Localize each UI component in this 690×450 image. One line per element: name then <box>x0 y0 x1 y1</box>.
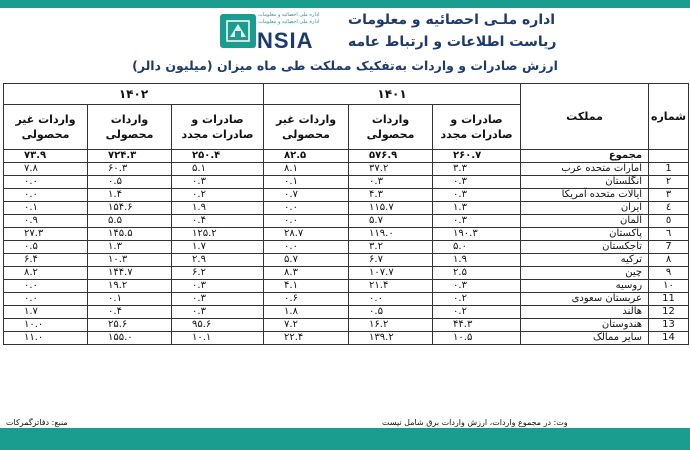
header-year-1401: ۱۴۰۱ <box>264 84 521 105</box>
row-1401-imports-nonproduct: ۵.۷ <box>264 254 349 267</box>
row-country: تاجکستان <box>521 241 649 254</box>
row-1401-imports-nonproduct: ۱.۸ <box>264 306 349 319</box>
row-country: عربستان سعودی <box>521 293 649 306</box>
row-1401-imports-product: ۱۶.۲ <box>349 319 433 332</box>
row-1402-imports-nonproduct: ۰.۰ <box>4 176 88 189</box>
header-number: شماره <box>649 84 689 150</box>
logo-caption-1: اداره ملی احصائیه و معلومات <box>258 12 320 18</box>
row-1402-exports: ۰.۳ <box>172 293 264 306</box>
total-1402-exports: ۲۵۰.۴ <box>172 150 264 163</box>
trade-table <box>3 83 689 345</box>
row-1402-exports: ۰.۲ <box>172 189 264 202</box>
row-1401-imports-nonproduct: ۲۸.۷ <box>264 228 349 241</box>
row-1402-imports-nonproduct: ۸.۲ <box>4 267 88 280</box>
header-1402-exports: صادرات و صادرات مجدد <box>172 105 264 150</box>
row-country: چین <box>521 267 649 280</box>
total-row <box>4 150 689 163</box>
table-row <box>4 176 689 189</box>
row-country: هالند <box>521 306 649 319</box>
row-1401-imports-nonproduct: ۰.۷ <box>264 189 349 202</box>
table-row <box>4 319 689 332</box>
top-accent-bar <box>0 0 690 8</box>
row-1401-imports-product: ۳.۲ <box>349 241 433 254</box>
row-1402-exports: ۰.۴ <box>172 215 264 228</box>
table-row <box>4 280 689 293</box>
row-1401-imports-nonproduct: ۰.۶ <box>264 293 349 306</box>
row-1401-exports: ۰.۳ <box>433 280 521 293</box>
total-1401-imports-nonproduct: ۸۲.۵ <box>264 150 349 163</box>
total-1402-imports-nonproduct: ۷۳.۹ <box>4 150 88 163</box>
row-1402-imports-nonproduct: ۰.۰ <box>4 280 88 293</box>
row-1402-imports-product: ۱۵۴.۶ <box>88 202 172 215</box>
row-1401-imports-product: ۰.۵ <box>349 306 433 319</box>
row-1402-imports-product: ۵.۵ <box>88 215 172 228</box>
row-1401-exports: ۰.۳ <box>433 215 521 228</box>
row-1402-imports-nonproduct: ۱.۷ <box>4 306 88 319</box>
row-1401-imports-nonproduct: ۰.۰ <box>264 215 349 228</box>
total-1401-imports-product: ۵۷۶.۹ <box>349 150 433 163</box>
row-1401-exports: ۱.۹ <box>433 254 521 267</box>
row-1402-imports-product: ۱.۳ <box>88 241 172 254</box>
row-number: ٦ <box>649 228 689 241</box>
row-1401-imports-product: ۰.۰ <box>349 293 433 306</box>
row-1401-exports: ۰.۳ <box>433 189 521 202</box>
total-number <box>649 150 689 163</box>
row-1401-exports: ۵.۰ <box>433 241 521 254</box>
row-number: ٥ <box>649 215 689 228</box>
table-row <box>4 254 689 267</box>
row-1402-imports-nonproduct: ۰.۹ <box>4 215 88 228</box>
row-1402-imports-product: ۱۰.۳ <box>88 254 172 267</box>
row-1401-imports-product: ۴.۳ <box>349 189 433 202</box>
row-1401-imports-nonproduct: ۷.۲ <box>264 319 349 332</box>
header <box>0 10 690 60</box>
row-1402-imports-product: ۲۵.۶ <box>88 319 172 332</box>
row-1402-exports: ۰.۳ <box>172 176 264 189</box>
row-1401-exports: ۱۰.۵ <box>433 332 521 345</box>
row-country: ایران <box>521 202 649 215</box>
header-country: مملکت <box>521 84 649 150</box>
table-row <box>4 267 689 280</box>
row-1402-exports: ۰.۳ <box>172 280 264 293</box>
row-number: ۳ <box>649 189 689 202</box>
row-country: ترکیه <box>521 254 649 267</box>
row-1402-imports-nonproduct: ۷.۸ <box>4 163 88 176</box>
row-1401-exports: ۱۹۰.۳ <box>433 228 521 241</box>
table-row <box>4 293 689 306</box>
row-number: ٤ <box>649 202 689 215</box>
total-1402-imports-product: ۷۲۴.۳ <box>88 150 172 163</box>
total-1401-exports: ۲۶۰.۷ <box>433 150 521 163</box>
header-1402-imports-product: واردات محصولی <box>88 105 172 150</box>
logo-caption-2: اداره ملی احصائیه و معلومات <box>258 19 320 25</box>
row-number: 1 <box>649 163 689 176</box>
row-1401-imports-nonproduct: ۰.۰ <box>264 202 349 215</box>
row-1402-exports: ۱۲۵.۲ <box>172 228 264 241</box>
row-1402-exports: ۱.۹ <box>172 202 264 215</box>
row-country: روسیه <box>521 280 649 293</box>
header-year-1402: ۱۴۰۲ <box>4 84 264 105</box>
row-country: آلمان <box>521 215 649 228</box>
row-1401-imports-product: ۵.۷ <box>349 215 433 228</box>
row-country: پاکستان <box>521 228 649 241</box>
row-1402-imports-nonproduct: ۰.۰ <box>4 293 88 306</box>
row-1402-exports: ۹۵.۶ <box>172 319 264 332</box>
emblem-icon <box>224 18 252 44</box>
row-number: 13 <box>649 319 689 332</box>
row-1401-imports-nonproduct: ۲۲.۴ <box>264 332 349 345</box>
table-row <box>4 202 689 215</box>
row-1401-exports: ۳.۳ <box>433 163 521 176</box>
header-1401-imports-product: واردات محصولی <box>349 105 433 150</box>
table-row <box>4 163 689 176</box>
row-1402-imports-nonproduct: ۲۷.۳ <box>4 228 88 241</box>
row-1401-imports-nonproduct: ۰.۱ <box>264 176 349 189</box>
row-1402-imports-product: ۱۵۵.۰ <box>88 332 172 345</box>
row-1402-exports: ۲.۹ <box>172 254 264 267</box>
row-1401-imports-product: ۳۷.۲ <box>349 163 433 176</box>
department-name: ریاست اطلاعات و ارتباط عامه <box>348 34 557 50</box>
row-1402-exports: ۶.۲ <box>172 267 264 280</box>
row-1402-imports-product: ۱۴۴.۷ <box>88 267 172 280</box>
row-country: امارات متحده عرب <box>521 163 649 176</box>
table-row <box>4 189 689 202</box>
nsia-logo-emblem <box>220 14 256 48</box>
row-1401-exports: ۲.۵ <box>433 267 521 280</box>
row-1401-exports: ۴۴.۳ <box>433 319 521 332</box>
row-1401-imports-product: ۶.۷ <box>349 254 433 267</box>
row-1401-imports-product: ۰.۳ <box>349 176 433 189</box>
row-1401-imports-product: ۱۰۷.۷ <box>349 267 433 280</box>
row-1402-imports-nonproduct: ۱۱.۰ <box>4 332 88 345</box>
row-number: ۹ <box>649 267 689 280</box>
row-1402-exports: ۱۰.۱ <box>172 332 264 345</box>
row-1402-imports-nonproduct: ۰.۱ <box>4 202 88 215</box>
nsia-logo-text: NSIA <box>257 28 314 53</box>
row-1401-imports-product: ۱۱۵.۷ <box>349 202 433 215</box>
row-1401-exports: ۰.۳ <box>433 176 521 189</box>
row-1402-imports-product: ۰.۴ <box>88 306 172 319</box>
row-1401-imports-nonproduct: ۸.۳ <box>264 267 349 280</box>
row-1401-imports-product: ۱۱۹.۰ <box>349 228 433 241</box>
table-row <box>4 241 689 254</box>
footer-note: وت: در مجموع واردات، ارزش واردات برق شامل نیست <box>382 418 568 427</box>
org-name: اداره ملـی احصائیه و معلومات <box>348 12 556 28</box>
row-country: انگلستان <box>521 176 649 189</box>
row-1402-exports: ۱.۷ <box>172 241 264 254</box>
row-1402-imports-product: ۰.۱ <box>88 293 172 306</box>
row-1402-imports-nonproduct: ۰.۰ <box>4 189 88 202</box>
table-row <box>4 228 689 241</box>
row-1402-exports: ۰.۳ <box>172 306 264 319</box>
row-1402-imports-nonproduct: ۰.۵ <box>4 241 88 254</box>
bottom-accent-bar <box>0 428 690 450</box>
row-1402-imports-product: ۰.۵ <box>88 176 172 189</box>
row-country: هندوستان <box>521 319 649 332</box>
row-1402-imports-nonproduct: ۱۰.۰ <box>4 319 88 332</box>
table-row <box>4 306 689 319</box>
row-1401-imports-product: ۱۳۹.۲ <box>349 332 433 345</box>
table-row <box>4 215 689 228</box>
row-1402-imports-product: ۱.۴ <box>88 189 172 202</box>
row-number: 7 <box>649 241 689 254</box>
table-row <box>4 332 689 345</box>
row-1402-imports-product: ۱۴۵.۵ <box>88 228 172 241</box>
header-1401-exports: صادرات و صادرات مجدد <box>433 105 521 150</box>
header-1402-imports-nonproduct: واردات غیر محصولی <box>4 105 88 150</box>
row-1402-imports-nonproduct: ۶.۴ <box>4 254 88 267</box>
footer-source: منبع: دفاترگمرکات <box>6 418 68 427</box>
row-1402-imports-product: ۱۹.۲ <box>88 280 172 293</box>
header-1401-imports-nonproduct: واردات غیر محصولی <box>264 105 349 150</box>
row-number: 11 <box>649 293 689 306</box>
row-1401-imports-product: ۲۱.۴ <box>349 280 433 293</box>
row-1401-exports: ۰.۲ <box>433 306 521 319</box>
row-number: 12 <box>649 306 689 319</box>
total-label: مجموع <box>521 150 649 163</box>
row-number: ۲ <box>649 176 689 189</box>
row-country: سایر ممالک <box>521 332 649 345</box>
row-1401-exports: ۰.۲ <box>433 293 521 306</box>
row-country: ایالات متحده آمریکا <box>521 189 649 202</box>
row-1401-imports-nonproduct: ۴.۱ <box>264 280 349 293</box>
row-1402-imports-product: ۶۰.۳ <box>88 163 172 176</box>
row-1402-exports: ۵.۱ <box>172 163 264 176</box>
row-number: 14 <box>649 332 689 345</box>
page-title: ارزش صادرات و واردات به‌تفکیک مملکت طی ماه میزان (میلیون دالر) <box>132 58 558 73</box>
row-number: ۸ <box>649 254 689 267</box>
row-1401-exports: ۱.۳ <box>433 202 521 215</box>
row-1401-imports-nonproduct: ۸.۱ <box>264 163 349 176</box>
row-1401-imports-nonproduct: ۰.۰ <box>264 241 349 254</box>
row-number: ۱۰ <box>649 280 689 293</box>
